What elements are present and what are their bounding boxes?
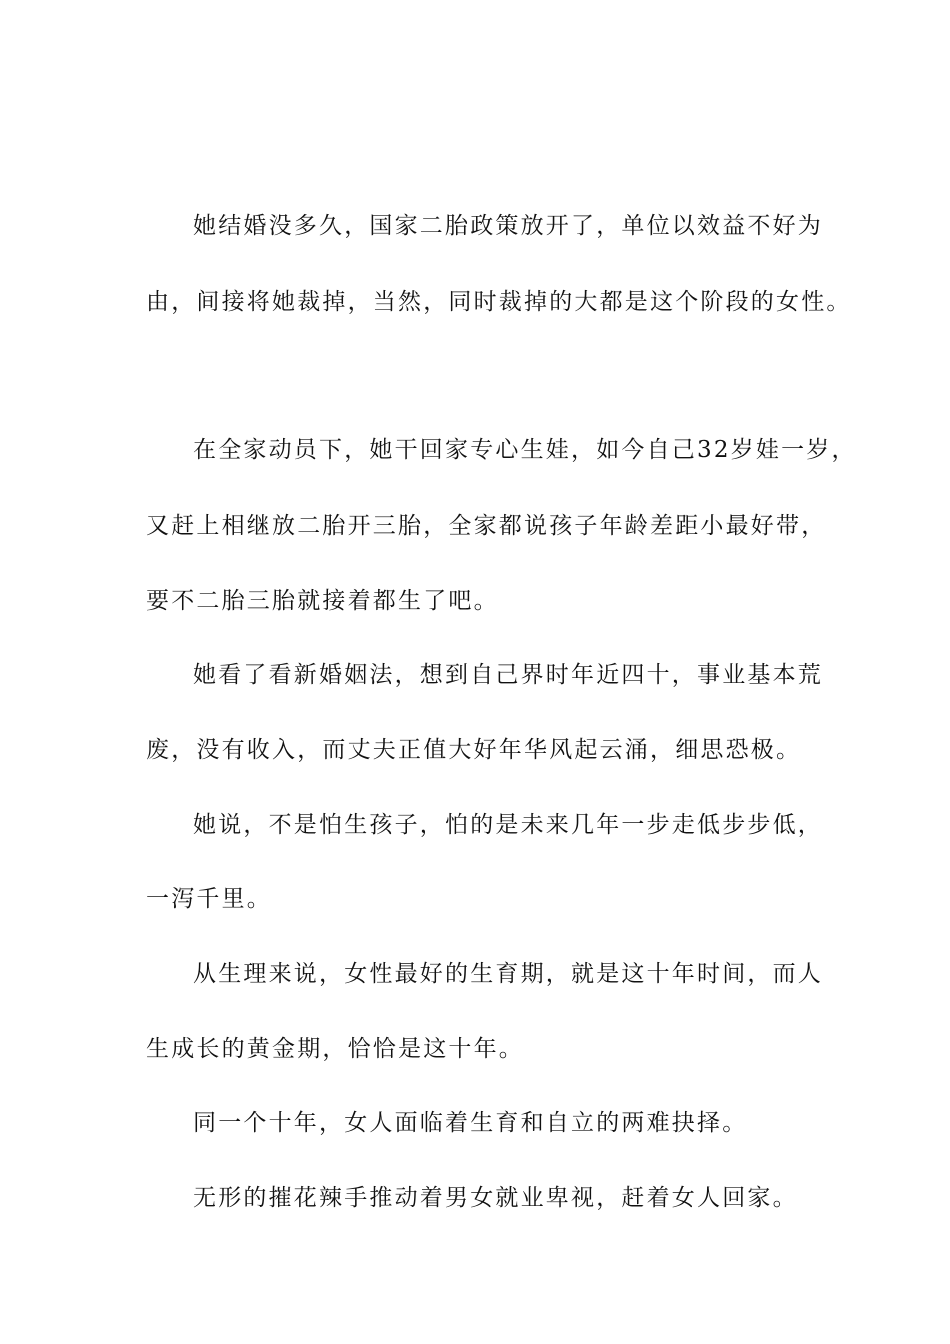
paragraph-line: 她说，不是怕生孩子，怕的是未来几年一步走低步步低，	[193, 812, 823, 838]
paragraph-line: 又赶上相继放二胎开三胎，全家都说孩子年龄差距小最好带，	[146, 513, 827, 539]
paragraph-line: 生成长的黄金期，恰恰是这十年。	[146, 1036, 524, 1062]
paragraph-line: 要不二胎三胎就接着都生了吧。	[146, 588, 499, 614]
paragraph-line: 一泻千里。	[146, 886, 272, 912]
paragraph-line: 从生理来说，女性最好的生育期，就是这十年时间，而人	[193, 961, 823, 987]
paragraph-line: 由，间接将她裁掉，当然，同时裁掉的大都是这个阶段的女性。	[146, 289, 852, 315]
paragraph-line: 在全家动员下，她干回家专心生娃，如今自己32岁娃一岁，	[193, 437, 857, 463]
paragraph-line: 同一个十年，女人面临着生育和自立的两难抉择。	[193, 1110, 748, 1136]
paragraph-line: 废，没有收入，而丈夫正值大好年华风起云涌，细思恐极。	[146, 737, 802, 763]
paragraph-line: 她结婚没多久，国家二胎政策放开了，单位以效益不好为	[193, 213, 823, 239]
paragraph-line: 她看了看新婚姻法，想到自己界时年近四十，事业基本荒	[193, 662, 823, 688]
paragraph-line: 无形的摧花辣手推动着男女就业卑视，赶着女人回家。	[193, 1185, 798, 1211]
